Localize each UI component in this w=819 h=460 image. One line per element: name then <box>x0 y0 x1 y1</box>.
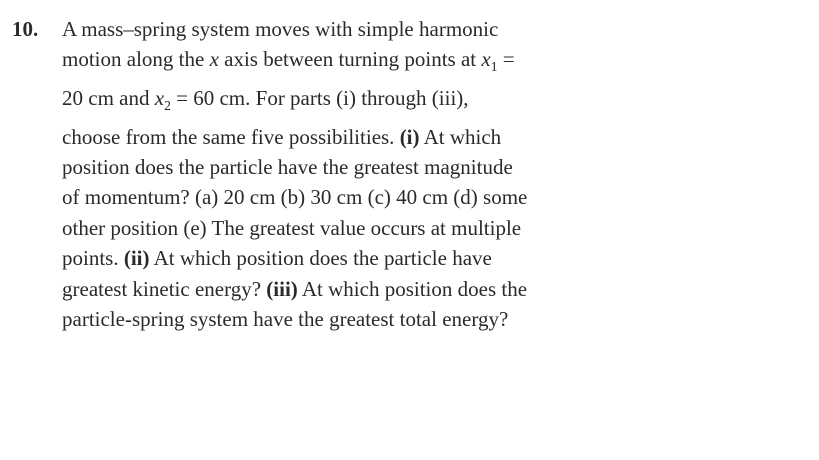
problem-text-6: of momentum? (a) 20 cm (b) 30 cm (c) 40 cm (d) some <box>62 185 528 210</box>
problem-text-3a: 20 cm and <box>62 86 155 110</box>
problem-text-9b: At which position does the <box>297 276 528 301</box>
problem-text-2b: axis between turning points at <box>218 47 482 72</box>
problem-line-10 <box>12 304 692 334</box>
problem-text-8a: points. <box>62 246 124 271</box>
problem-line-9 <box>12 274 692 304</box>
problem-text-5: position does the particle have the greatest magnitude <box>62 155 513 179</box>
problem-text-2a: motion along the <box>62 47 210 72</box>
problem-text-9a: greatest kinetic energy? <box>62 276 267 301</box>
equals-sign-1: = <box>497 47 515 72</box>
part-ii-label: (ii) <box>123 246 150 271</box>
problem-line-8 <box>12 243 692 273</box>
variable-x1: x <box>481 47 491 72</box>
part-iii-label: (iii) <box>266 276 298 301</box>
subscript-2: 2 <box>164 98 171 114</box>
problem-line-6 <box>12 182 692 212</box>
problem-line-4 <box>12 122 692 152</box>
subscript-1: 1 <box>490 59 498 75</box>
problem-text-3b: = 60 cm. For parts (i) through (iii), <box>170 86 469 110</box>
problem-text-10: particle-spring system have the greatest total energy? <box>62 307 509 332</box>
problem-text-7: other position (e) The greatest value occurs at multiple <box>62 215 522 240</box>
problem-text-1: A mass–spring system moves with simple harmonic <box>62 17 499 41</box>
problem-text-4b: At which <box>419 124 502 149</box>
problem-line-2 <box>12 44 692 83</box>
problem-10 <box>12 14 692 334</box>
problem-line-7 <box>12 213 692 243</box>
part-i-label: (i) <box>399 124 420 149</box>
variable-x: x <box>209 47 219 72</box>
variable-x2: x <box>154 86 165 110</box>
problem-text-8b: At which position does the particle have <box>149 246 492 271</box>
problem-line-5 <box>12 152 692 182</box>
problem-line-1 <box>12 14 692 44</box>
problem-text-4a: choose from the same five possibilities. <box>62 124 400 149</box>
problem-line-3 <box>12 83 692 122</box>
problem-number: 10. <box>12 17 39 41</box>
